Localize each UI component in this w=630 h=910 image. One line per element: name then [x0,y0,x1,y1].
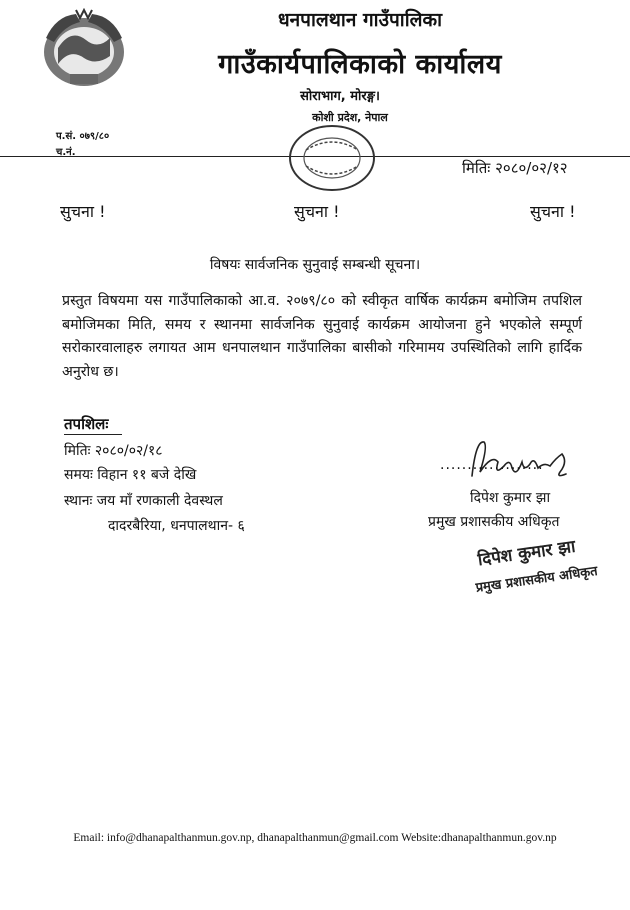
notice-label-right: सुचना ! [530,202,576,221]
notice-label-left: सुचना ! [60,202,106,221]
event-time: समयः विहान ११ बजे देखि [64,467,197,483]
dispatch-number: च.नं. [56,147,76,158]
letter-date: मितिः २०८०/०२/१२ [462,159,568,177]
seal-name-text: दिपेश कुमार झा [476,536,577,571]
notice-label-center: सुचना ! [294,202,340,221]
office-stamp [276,120,388,198]
details-heading: तपशिलः [64,415,109,433]
fiscal-year-ref: प.सं. ०७९/८० [56,131,110,142]
signatory-seal-stamp [470,516,620,596]
letter-subject: विषयः सार्वजनिक सुनुवाई सम्बन्धी सूचना। [209,257,421,273]
event-place-continued: दादरबैरिया, धनपालथान- ६ [108,518,245,534]
office-name: गाउँकार्यपालिकाको कार्यालय [218,49,502,80]
event-place: स्थानः जय माँ रणकाली देवस्थल [64,493,223,509]
details-heading-underline [64,434,122,435]
office-province: कोशी प्रदेश, नेपाल [312,111,388,124]
government-emblem [36,8,132,92]
signatory-title: प्रमुख प्रशासकीय अधिकृत [428,514,560,530]
signatory-name: दिपेश कुमार झा [470,490,551,506]
municipality-name: धनपालथान गाउँपालिका [277,9,443,31]
seal-title-text: प्रमुख प्रशासकीय अधिकृत [474,563,599,596]
office-address: सोराभाग, मोरङ्ग। [300,89,380,104]
event-date: मितिः २०८०/०२/१८ [64,443,163,459]
signature-line: ................... [440,457,544,473]
letter-body: प्रस्तुत विषयमा यस गाउँपालिकाको आ.व. २०७९/८० को स्वीकृत वार्षिक कार्यक्रम बमोजिम तपशिल बमोजिमका मिति, समय र स्थानमा सार्वजनिक सुनुवाई कार्यक्रम आयोजना हुने भएकोले सम्पूर्ण सरोकारवालाहरु लगायत आम धनपालथान गाउँपालिका बासीको गरिमामय उपस्थितिको लागि हार्दिक अनुरोध छ। [62,293,582,380]
footer-contact: Email: info@dhanapalthanmun.gov.np, dhanapalthanmun@gmail.com Website:dhanapalthanmun.gov.np [73,832,557,844]
